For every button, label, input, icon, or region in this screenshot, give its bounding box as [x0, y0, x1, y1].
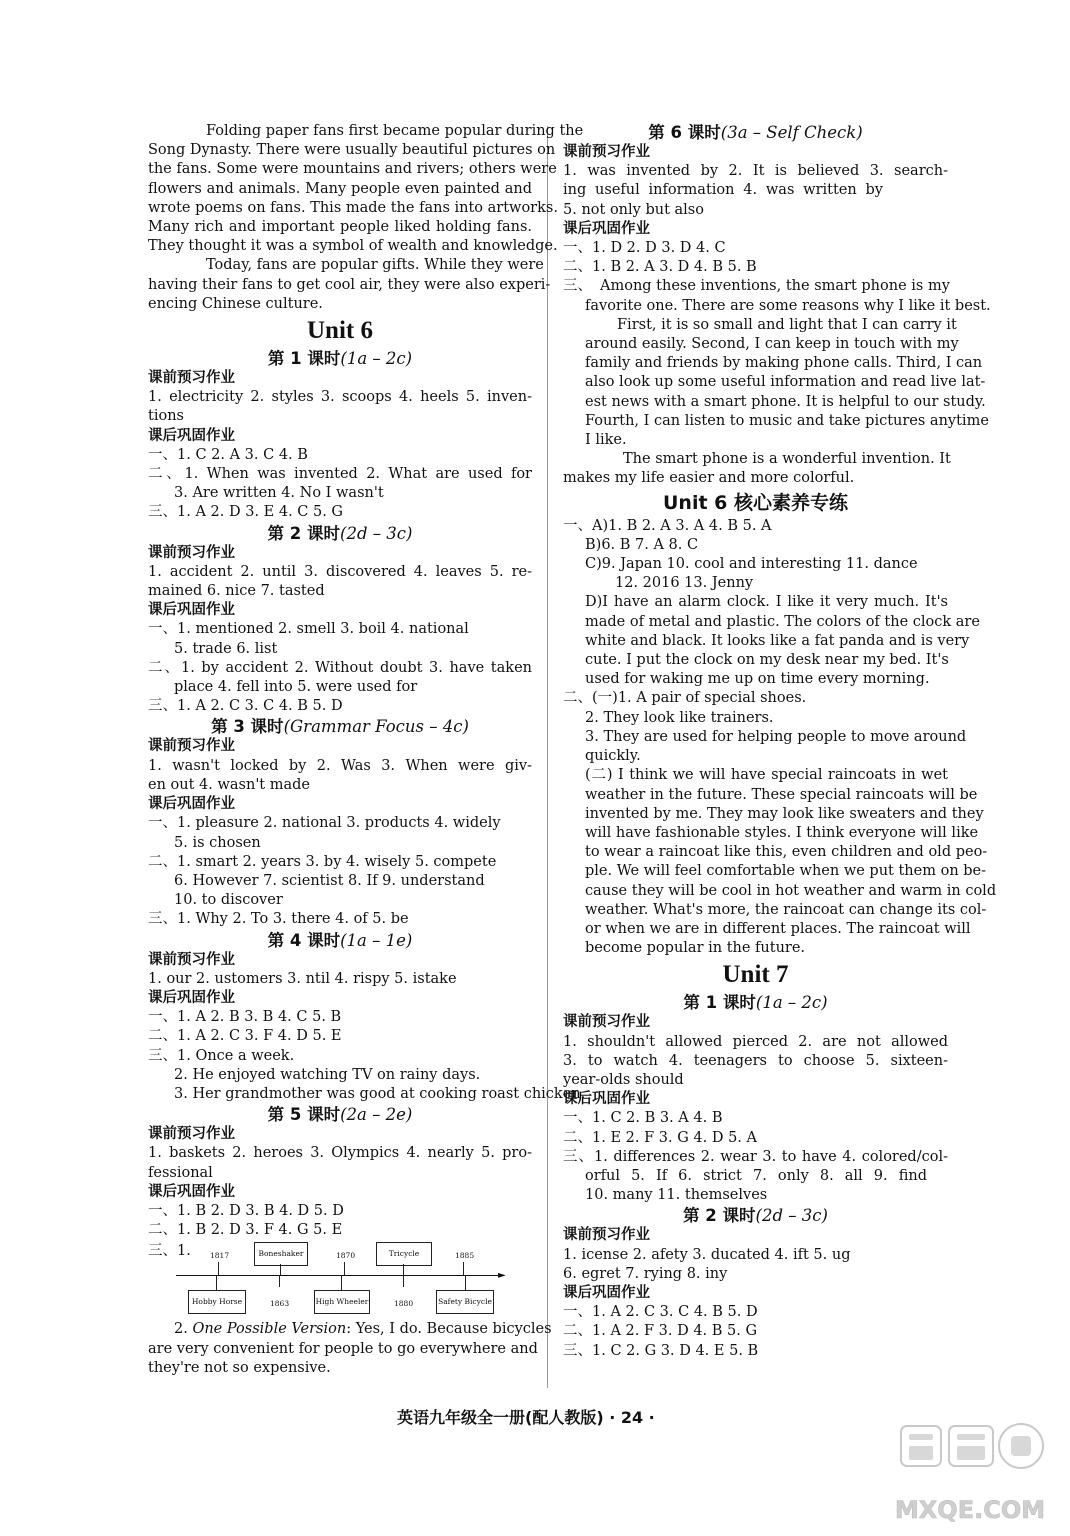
lesson-heading [148, 348, 532, 369]
answer-line: 3. to watch 4. teenagers to choose 5. sixteen- [563, 1052, 948, 1069]
answer-number: 2. [174, 1321, 188, 1338]
lesson-heading [563, 1205, 948, 1226]
essay-line: D)I have an alarm clock. I like it very much. It's [585, 594, 948, 611]
answer-line [148, 1320, 552, 1339]
answer-line: 3. Are written 4. No I wasn't [174, 485, 384, 502]
lesson-range: (2d – 3c) [340, 523, 413, 543]
pre-label: 课前预习作业 [148, 544, 235, 561]
essay-line: Today, fans are popular gifts. While they were [206, 257, 544, 274]
answer-line: 5. not only but also [563, 201, 704, 218]
lesson-heading [148, 716, 532, 737]
answer-line: 一、1. D 2. D 3. D 4. C [563, 240, 726, 257]
answer-line: 12. 2016 13. Jenny [615, 575, 754, 592]
answer-line: 二、1. E 2. F 3. G 4. D 5. A [563, 1129, 757, 1146]
post-label: 课后巩固作业 [148, 989, 235, 1006]
pre-label: 课前预习作业 [563, 144, 650, 160]
timeline-tick [280, 1264, 281, 1275]
timeline-lead: 三、1. [148, 1243, 191, 1260]
answer-line: orful 5. If 6. strict 7. only 8. all 9. find [585, 1167, 927, 1184]
answer-line: 一、1. B 2. D 3. B 4. D 5. D [148, 1202, 344, 1219]
lesson-title: 第 3 课时 [211, 717, 284, 737]
page-footer: 英语九年级全一册(配人教版) · 24 · [397, 1408, 655, 1427]
post-label: 课后巩固作业 [563, 220, 650, 237]
lesson-range: (2a – 2e) [340, 1105, 413, 1125]
answer-line: 2. They look like trainers. [585, 709, 774, 726]
lesson-range: (1a – 1e) [340, 930, 413, 950]
post-label: 课后巩固作业 [563, 1091, 650, 1108]
answer-line: 一、1. C 2. B 3. A 4. B [563, 1110, 723, 1127]
timeline-tick [463, 1262, 464, 1275]
essay-line: become popular in the future. [585, 940, 806, 957]
essay-line: invented by me. They may look like sweaters and they [585, 805, 984, 822]
unit-title: Unit 7 [722, 961, 789, 989]
answer-line: 三、1. Once a week. [148, 1047, 295, 1064]
lesson-title: 第 5 课时 [267, 1105, 341, 1125]
lesson-heading [563, 122, 948, 143]
timeline-year: 1817 [210, 1251, 230, 1261]
essay-line: cause they will be cool in hot weather and warm in cold [585, 882, 997, 899]
answer-text: : Yes, I do. Because bicycles [346, 1321, 552, 1338]
essay-line: They thought it was a symbol of wealth and knowledge. [148, 238, 558, 255]
essay-line: encing Chinese culture. [148, 295, 323, 312]
essay-line: flowers and animals. Many people even painted and [148, 180, 532, 197]
pre-label: 课前预习作业 [148, 951, 235, 968]
arrow-right-icon: ► [498, 1270, 506, 1282]
post-label: 课后巩固作业 [148, 1183, 235, 1200]
timeline-box: Safety Bicycle [436, 1290, 494, 1314]
answer-line: 二、1. by accident 2. Without doubt 3. have taken [148, 659, 532, 676]
answer-line: year-olds should [563, 1071, 684, 1088]
answer-line: are very convenient for people to go everywhere and [148, 1340, 538, 1357]
essay-line: white and black. It looks like a fat panda and is very [585, 632, 970, 649]
timeline-box: High Wheeler [314, 1290, 370, 1314]
answer-line: 三、1. A 2. D 3. E 4. C 5. G [148, 504, 344, 521]
essay-line: Among these inventions, the smart phone is my [600, 278, 950, 295]
answer-line: 10. to discover [174, 892, 283, 909]
answer-line: 5. is chosen [174, 834, 261, 851]
answer-line: fessional [148, 1164, 213, 1181]
lesson-title: 第 1 课时 [267, 349, 341, 369]
answer-line: 6. egret 7. rying 8. iny [563, 1265, 728, 1282]
timeline-box: Tricycle [376, 1242, 432, 1266]
timeline-tick [403, 1264, 404, 1275]
answer-line: place 4. fell into 5. were used for [174, 679, 418, 696]
answer-line: 一、1. A 2. C 3. C 4. B 5. D [563, 1304, 758, 1321]
essay-line: Many rich and important people liked holding fans. [148, 219, 532, 236]
right-column [563, 122, 997, 1361]
answer-line: ing useful information 4. was written by [563, 182, 883, 199]
answer-line: mained 6. nice 7. tasted [148, 583, 325, 600]
column-divider [547, 126, 548, 1388]
essay-line: weather in the future. These special raincoats will be [585, 786, 978, 803]
answer-line: B)6. B 7. A 8. C [585, 536, 699, 553]
answer-line: 一、1. A 2. B 3. B 4. C 5. B [148, 1009, 342, 1026]
answer-line: 1. electricity 2. styles 3. scoops 4. heels 5. inven- [148, 389, 532, 406]
post-label: 课后巩固作业 [563, 1284, 650, 1301]
timeline-year: 1885 [455, 1251, 475, 1261]
possible-version-label: One Possible Version [192, 1321, 347, 1338]
timeline-year: 1880 [394, 1299, 414, 1309]
essay-line: having their fans to get cool air, they were also experi- [148, 276, 551, 293]
answer-line: 一、1. pleasure 2. national 3. products 4. widely [148, 815, 501, 832]
answer-line: 1. was invented by 2. It is believed 3. search- [563, 163, 948, 180]
answer-line: 2. He enjoyed watching TV on rainy days. [174, 1066, 481, 1083]
bicycle-timeline [148, 1242, 528, 1318]
pre-label: 课前预习作业 [148, 738, 235, 755]
lesson-title: 第 2 课时 [267, 523, 341, 543]
timeline-tick [344, 1262, 345, 1275]
timeline-box: Hobby Horse [188, 1290, 246, 1314]
essay-line: makes my life easier and more colorful. [563, 470, 855, 487]
answer-line: 三、1. differences 2. wear 3. to have 4. colored/col- [563, 1148, 948, 1165]
answer-line: 三、1. Why 2. To 3. there 4. of 5. be [148, 911, 409, 928]
essay-line: wrote poems on fans. This made the fans into artworks. [148, 199, 558, 216]
lesson-range: (Grammar Focus – 4c) [283, 717, 469, 737]
lesson-title: 第 6 课时 [648, 123, 721, 142]
essay-line: I like. [585, 432, 627, 449]
lesson-range: (1a – 2c) [755, 993, 828, 1013]
fan-essay [148, 122, 584, 314]
lesson-title: 第 4 课时 [267, 930, 341, 950]
essay-line: est news with a smart phone. It is helpful to our study. [585, 393, 986, 410]
essay-line: or when we are in different places. The raincoat will [585, 920, 971, 937]
lesson-range: (3a – Self Check) [720, 123, 863, 142]
answer-line: 1. icense 2. afety 3. ducated 4. ift 5. ug [563, 1246, 851, 1263]
answer-line: 1. our 2. ustomers 3. ntil 4. rispy 5. istake [148, 970, 457, 987]
lesson-heading [148, 1104, 532, 1125]
essay-line: Folding paper fans first became popular during the [206, 123, 584, 139]
answer-line: quickly. [585, 748, 641, 765]
timeline-tick [216, 1275, 217, 1291]
answer-line: 1. wasn't locked by 2. Was 3. When were giv- [148, 757, 532, 774]
answer-line: 二、1. When was invented 2. What are used for [148, 466, 532, 483]
essay-line: First, it is so small and light that I can carry it [617, 316, 957, 333]
answer-line: 3. They are used for helping people to move around [585, 728, 967, 745]
timeline-tick [403, 1275, 404, 1287]
lesson-title: 第 1 课时 [683, 993, 756, 1013]
timeline-tick [218, 1262, 219, 1275]
lesson-title: 第 2 课时 [683, 1206, 756, 1226]
lesson-heading [148, 930, 532, 951]
smart-phone-essay [563, 297, 991, 451]
essay-line: the fans. Some were mountains and rivers; others were [148, 161, 557, 178]
left-column [148, 122, 586, 1378]
answer-line: 二、1. A 2. C 3. F 4. D 5. E [148, 1028, 342, 1045]
pre-label: 课前预习作业 [148, 1126, 235, 1143]
watermark-logo [895, 1418, 1045, 1530]
svg-text:MXQE.COM: MXQE.COM [894, 1496, 1046, 1524]
answer-line: 一、1. C 2. A 3. C 4. B [148, 446, 308, 463]
pre-label: 课前预习作业 [148, 370, 235, 387]
answer-line: 三、1. A 2. C 3. C 4. B 5. D [148, 698, 343, 715]
essay-line: weather. What's more, the raincoat can change its col- [585, 901, 987, 918]
answer-line: 3. Her grandmother was good at cooking roast chicken. [174, 1085, 586, 1102]
answer-line: 二、1. smart 2. years 3. by 4. wisely 5. compete [148, 853, 497, 870]
review-title: Unit 6 核心素养专练 [663, 491, 848, 514]
timeline-tick [279, 1275, 280, 1287]
answer-line: 二、1. B 2. D 3. F 4. G 5. E [148, 1222, 343, 1239]
timeline-tick [465, 1275, 466, 1291]
answer-line: 6. However 7. scientist 8. If 9. understand [174, 872, 485, 889]
answer-line: 三、1. C 2. G 3. D 4. E 5. B [563, 1342, 759, 1359]
essay-line: to wear a raincoat like this, even children and old peo- [585, 844, 988, 861]
essay-line: Song Dynasty. There were usually beautiful pictures on [148, 142, 556, 159]
essay-line: made of metal and plastic. The colors of the clock are [585, 613, 980, 630]
answer-line: 二、1. A 2. F 3. D 4. B 5. G [563, 1323, 758, 1340]
raincoat-essay [563, 766, 997, 958]
unit-title: Unit 6 [307, 317, 373, 345]
timeline-tick [341, 1275, 342, 1291]
answer-line: en out 4. wasn't made [148, 776, 310, 793]
answer-line: 二、1. B 2. A 3. D 4. B 5. B [563, 259, 757, 276]
alarm-clock-paragraph [563, 593, 980, 689]
lesson-range: (1a – 2c) [340, 349, 413, 369]
answer-line: 二、(一)1. A pair of special shoes. [563, 690, 807, 707]
essay-line: Fourth, I can listen to music and take pictures anytime [585, 412, 989, 429]
answer-line: tions [148, 408, 184, 425]
answer-line: 一、1. mentioned 2. smell 3. boil 4. national [148, 621, 469, 638]
answer-line: C)9. Japan 10. cool and interesting 11. dance [585, 556, 918, 573]
essay-line: The smart phone is a wonderful invention. It [623, 451, 951, 468]
section-number: 三、 [563, 278, 592, 295]
answer-line [563, 277, 948, 296]
answer-line: 10. many 11. themselves [585, 1187, 768, 1204]
essay-line: around easily. Second, I can keep in touch with my [585, 336, 959, 353]
post-label: 课后巩固作业 [148, 602, 235, 619]
pre-label: 课前预习作业 [563, 1227, 650, 1244]
lesson-range: (2d – 3c) [755, 1206, 828, 1226]
post-label: 课后巩固作业 [148, 427, 235, 444]
timeline-box: Boneshaker [254, 1242, 308, 1266]
post-label: 课后巩固作业 [148, 796, 235, 813]
essay-line: family and friends by making phone calls. Third, I can [585, 355, 983, 372]
essay-line: favorite one. There are some reasons why I like it best. [585, 297, 991, 314]
answer-line: 一、A)1. B 2. A 3. A 4. B 5. A [563, 517, 772, 534]
essay-line: cute. I put the clock on my desk near my bed. It's [585, 652, 949, 669]
timeline-year: 1870 [336, 1251, 356, 1261]
answer-line: 1. shouldn't allowed pierced 2. are not allowed [563, 1033, 948, 1050]
lesson-heading [148, 523, 532, 544]
answer-line: 5. trade 6. list [174, 640, 278, 657]
essay-line: used for waking me up on time every morning. [585, 671, 930, 688]
lesson-heading [563, 992, 948, 1013]
answer-line: 1. baskets 2. heroes 3. Olympics 4. nearly 5. pro- [148, 1145, 532, 1162]
timeline-axis [176, 1275, 502, 1276]
answer-line: 1. accident 2. until 3. discovered 4. leaves 5. re- [148, 563, 532, 580]
pre-label: 课前预习作业 [563, 1014, 650, 1031]
essay-line: (二) I think we will have special raincoats in wet [585, 767, 948, 784]
timeline-year: 1863 [270, 1299, 290, 1309]
essay-line: also look up some useful information and read live lat- [585, 374, 986, 391]
essay-line: will have fashionable styles. I think everyone will like [585, 824, 979, 841]
essay-line: ple. We will feel comfortable when we put them on be- [585, 863, 987, 880]
answer-line: they're not so expensive. [148, 1359, 331, 1376]
